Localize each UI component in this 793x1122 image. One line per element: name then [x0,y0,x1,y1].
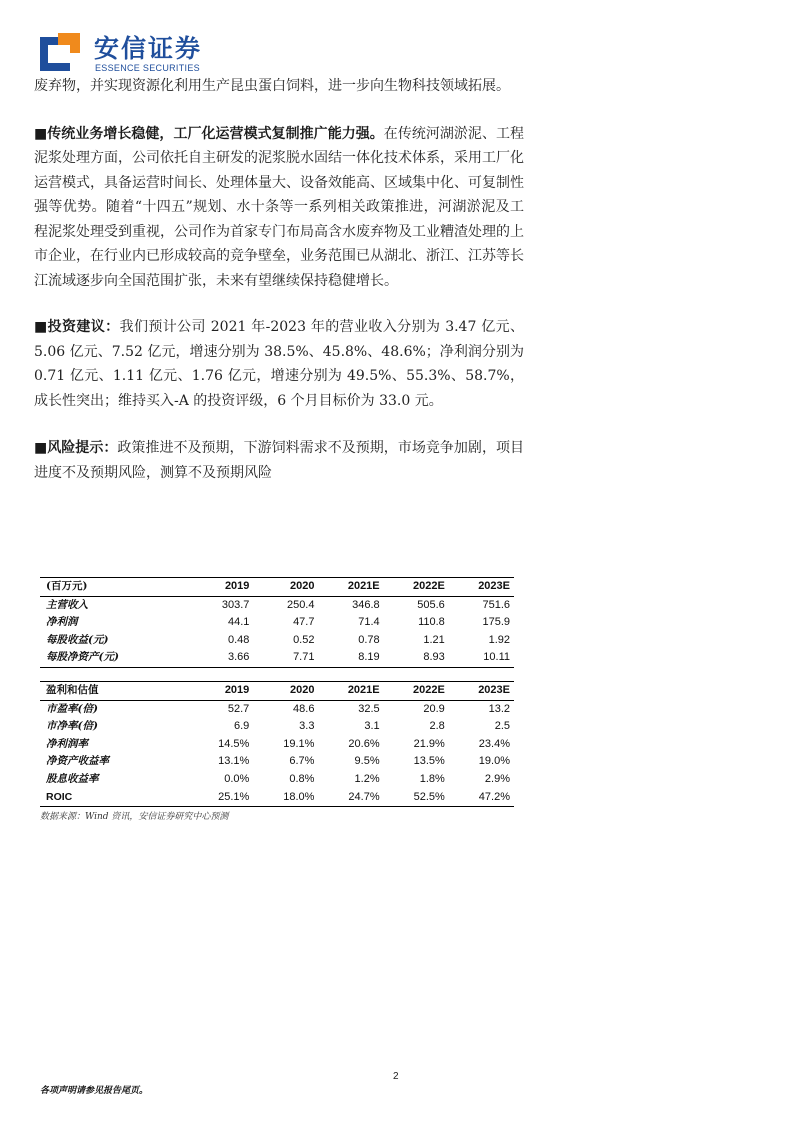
row-label: 每股净资产(元) [40,649,184,667]
row-label: 市净率(倍) [46,720,98,733]
logo-chinese-name: 安信证券 [94,34,203,63]
table-cell: 52.7 [227,702,250,715]
table-header-cell: (百万元) [40,578,184,597]
table-cell: 6.7% [289,755,315,768]
table-cell: 1.2% [354,772,380,785]
table-cell: 47.7 [293,616,315,629]
paragraph-body: 在传统河湖淤泥、工程泥浆处理方面，公司依托自主研发的泥浆脱水固结一体化技术体系，采用工厂化运营模式，具备运营时间长、处理体量大、设备效能高、区域集中化、可复制性强等优势。随着“十四五”规划、水十条等一系列相关政策推进，河湖淤泥及工程泥浆处理受到重视，公司作为首家专门布局高含水废弃物及工业糟渣处理的上市企业，在行业内已形成较高的竞争壁垒，业务范围已从湖北、浙江、江苏等长江流域逐步向全国范围扩张，未来有望继续保持稳健增长。 [34,125,524,289]
table-header-cell: 盈利和估值 [40,682,184,701]
table-header-row [40,578,514,597]
paragraph-traditional-business [34,122,524,294]
table-cell: 23.4% [478,737,510,750]
table-row [40,596,514,614]
table-row [40,789,514,807]
table-row [40,753,514,771]
table-cell: 10.11 [445,649,514,667]
paragraph-intro-text: 废弃物，并实现资源化利用生产昆虫蛋白饲料，进一步向生物科技领域拓展。 [34,78,510,94]
table-cell: 2.8 [429,720,445,733]
table-row [40,632,514,650]
essence-logo-icon [40,33,84,73]
row-label: 净利润率 [46,737,88,750]
table-header-cell: 2023E [445,578,514,597]
report-body [34,74,524,508]
table-header-cell: 2019 [184,682,249,701]
table-cell: 13.2 [488,702,510,715]
table-cell: 110.8 [418,616,445,629]
table-cell: 25.1% [184,789,249,807]
table-cell: 0.78 [358,633,380,646]
footer-disclaimer: 各项声明请参见报告尾页。 [40,1086,149,1096]
table-cell: 44.1 [228,616,250,629]
table-cell: 3.66 [184,649,249,667]
table-cell: 751.6 [482,598,510,611]
table-row [40,771,514,789]
row-label: ROIC [40,789,184,807]
table-row [40,718,514,736]
table-cell: 303.7 [221,598,250,611]
paragraph-body: 我们预计公司 2021 年-2023 年的营业收入分别为 3.47 亿元、5.06 亿元、7.52 亿元，增速分别为 38.5%、45.8%、48.6%；净利润分别为 0.71 亿元、1.11 亿元、1.76 亿元，增速分别为 49.5%、55.3%、58.7%，成长性突出；维持买入-A 的投资评级，6 个月目标价为 33.0 元。 [34,319,524,409]
table-cell: 48.6 [293,702,315,715]
table-cell: 0.52 [293,633,315,646]
table-cell: 20.9 [423,702,445,715]
row-label: 每股收益(元) [46,633,109,646]
table-cell: 19.1% [283,737,315,750]
table-cell: 250.4 [286,598,315,611]
table-cell: 24.7% [314,789,379,807]
table-cell: 175.9 [482,616,510,629]
table-header-cell: 2023E [445,682,514,701]
table-cell: 1.8% [419,772,445,785]
table-cell: 18.0% [249,789,314,807]
table-row [40,700,514,718]
table-header-cell: 2022E [380,682,445,701]
table-row [40,614,514,632]
table-header-cell: 2021E [314,578,379,597]
table-cell: 2.5 [494,720,510,733]
row-label: 股息收益率 [46,772,99,785]
table-cell: 47.2% [445,789,514,807]
financial-summary-table [40,577,514,668]
table-header-cell: 2020 [249,578,314,597]
table-cell: 1.92 [488,633,510,646]
paragraph-heading: ■投资建议： [34,319,120,335]
table-cell: 32.5 [358,702,380,715]
logo-english-name: ESSENCE SECURITIES [95,63,200,73]
table-cell: 19.0% [478,755,510,768]
table-header-row [40,682,514,701]
table-cell: 0.48 [228,633,250,646]
table-cell: 3.1 [364,720,380,733]
row-label: 市盈率(倍) [46,702,98,715]
row-label: 主营收入 [46,598,88,611]
table-cell: 13.1% [218,755,250,768]
valuation-table [40,681,514,807]
table-cell: 7.71 [249,649,314,667]
table-cell: 3.3 [299,720,315,733]
table-cell: 20.6% [348,737,380,750]
table-header-cell: 2021E [314,682,379,701]
table-cell: 14.5% [218,737,250,750]
table-header-cell: 2019 [184,578,249,597]
table-cell: 71.4 [358,616,380,629]
table-cell: 2.9% [484,772,510,785]
table-header-cell: 2022E [380,578,445,597]
paragraph-investment-advice [34,315,524,413]
table-cell: 9.5% [354,755,380,768]
table-cell: 21.9% [413,737,445,750]
table-cell: 6.9 [234,720,250,733]
data-source-note: 数据来源：Wind 资讯，安信证券研究中心预测 [40,812,229,822]
paragraph-intro [34,74,524,99]
table-header-cell: 2020 [249,682,314,701]
paragraph-body: 政策推进不及预期，下游饲料需求不及预期，市场竞争加剧，项目进度不及预期风险，测算不及预期风险 [34,440,525,481]
table-cell: 1.21 [423,633,445,646]
table-cell: 13.5% [413,755,445,768]
table-cell: 52.5% [380,789,445,807]
table-cell: 505.6 [417,598,445,611]
table-row [40,736,514,754]
table-cell: 0.0% [224,772,250,785]
row-label: 净资产收益率 [46,755,109,768]
page-number: 2 [393,1071,399,1082]
row-label: 净利润 [46,616,78,629]
paragraph-heading: ■风险提示： [34,440,118,456]
table-cell: 8.93 [380,649,445,667]
table-cell: 0.8% [289,772,315,785]
paragraph-risk-warning [34,436,524,485]
table-row [40,649,514,667]
table-cell: 346.8 [352,598,380,611]
paragraph-heading: ■传统业务增长稳健，工厂化运营模式复制推广能力强。 [34,125,384,142]
table-cell: 8.19 [314,649,379,667]
